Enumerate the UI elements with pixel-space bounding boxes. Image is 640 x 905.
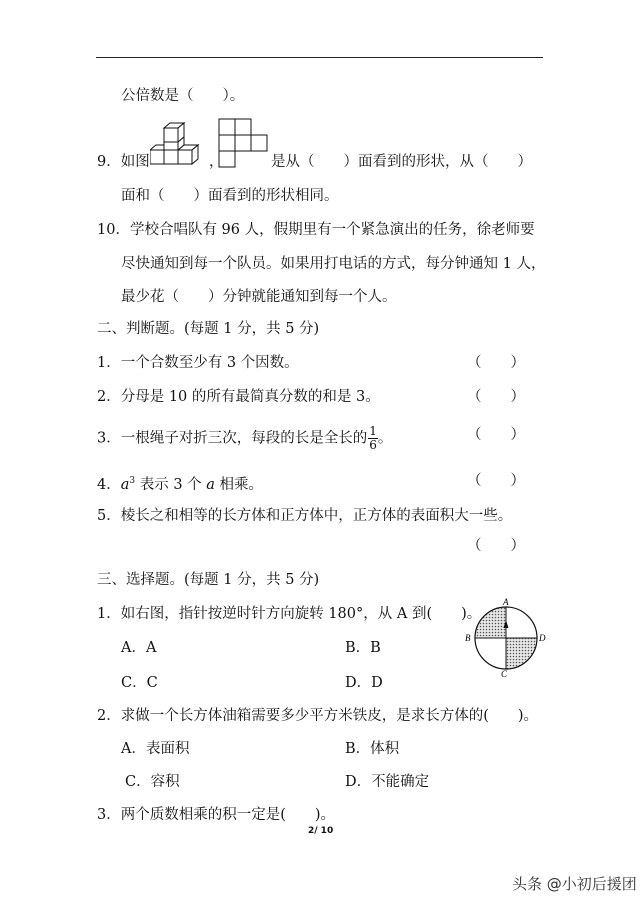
choice-q1-stem: 1．如右图，指针按逆时针方向旋转 180°，从 A 到( )。 [97, 606, 482, 622]
cube-stack-figure [150, 120, 208, 170]
exponent: 3 [129, 476, 136, 486]
judge-paren-5: （ ） [467, 538, 525, 554]
judge-item-3-text: 3．一根绳子对折三次，每段的长是全长的 [97, 430, 368, 447]
fraction-one-sixth [368, 425, 378, 452]
q9-prefix: 9．如图 [97, 154, 150, 170]
judge-item-4-end: 相乘。 [214, 476, 264, 493]
watermark: 头条 @小初后援团 [512, 875, 637, 893]
choice-q2-option-a: A．表面积 [121, 741, 190, 757]
label-d: D [539, 633, 546, 643]
judge-item-3 [97, 425, 392, 452]
fraction-numerator: 1 [369, 424, 377, 438]
label-c: C [501, 669, 508, 678]
choice-q2-stem: 2．求做一个长方体油箱需要多少平方米铁皮，是求长方体的( )。 [97, 708, 539, 724]
judge-item-4 [97, 471, 263, 495]
q9-comma: ， [209, 154, 224, 170]
judge-item-4-mid: 表示 3 个 [135, 476, 207, 493]
circle-pointer-diagram [464, 598, 548, 678]
q8-tail: 公倍数是（ ）。 [121, 88, 245, 104]
var-a: a [120, 476, 130, 493]
page-number: 2/ 10 [308, 826, 334, 836]
choice-q2-option-d: D．不能确定 [345, 774, 430, 790]
q9-line2: 面和（ ）面看到的形状相同。 [121, 188, 339, 204]
choice-q1-option-d: D．D [345, 675, 383, 691]
choice-q1-option-c: C．C [121, 675, 158, 691]
choice-q2-option-c: C．容积 [125, 774, 180, 790]
judge-paren-3: （ ） [467, 427, 525, 443]
q9-text: 是从（ ）面看到的形状，从（ ） [271, 154, 532, 170]
judge-item-1: 1．一个合数至少有 3 个因数。 [97, 355, 299, 371]
label-b: B [465, 633, 471, 643]
q10-line2: 尽快通知到每一个队员。如果用打电话的方式，每分钟通知 1 人， [121, 256, 546, 272]
q10-line1: 10．学校合唱队有 96 人，假期里有一个紧急演出的任务，徐老师要 [97, 222, 535, 238]
judge-item-3-end: 。 [377, 430, 393, 447]
judge-paren-2: （ ） [467, 389, 525, 405]
top-rule [96, 57, 543, 58]
judge-item-4-num: 4． [97, 476, 121, 493]
front-view-grid-figure [218, 118, 268, 170]
section3-title: 三、选择题。(每题 1 分，共 5 分) [97, 572, 320, 588]
judge-item-2: 2．分母是 10 的所有最简真分数的和是 3。 [97, 389, 380, 405]
choice-q2-option-b: B．体积 [345, 741, 400, 757]
var-a-2: a [206, 476, 215, 493]
q10-line3: 最少花（ ）分钟就能通知到每一个人。 [121, 289, 397, 305]
choice-q1-option-a: A．A [121, 640, 157, 656]
choice-q3-stem: 3．两个质数相乘的积一定是( )。 [97, 807, 336, 823]
judge-paren-1: （ ） [467, 355, 525, 371]
label-a: A [503, 598, 509, 607]
fraction-denominator: 6 [369, 438, 377, 452]
choice-q1-option-b: B．B [345, 640, 381, 656]
section2-title: 二、判断题。(每题 1 分，共 5 分) [97, 321, 320, 337]
judge-paren-4: （ ） [467, 473, 525, 489]
judge-item-5: 5．棱长之和相等的长方体和正方体中，正方体的表面积大一些。 [97, 508, 513, 524]
